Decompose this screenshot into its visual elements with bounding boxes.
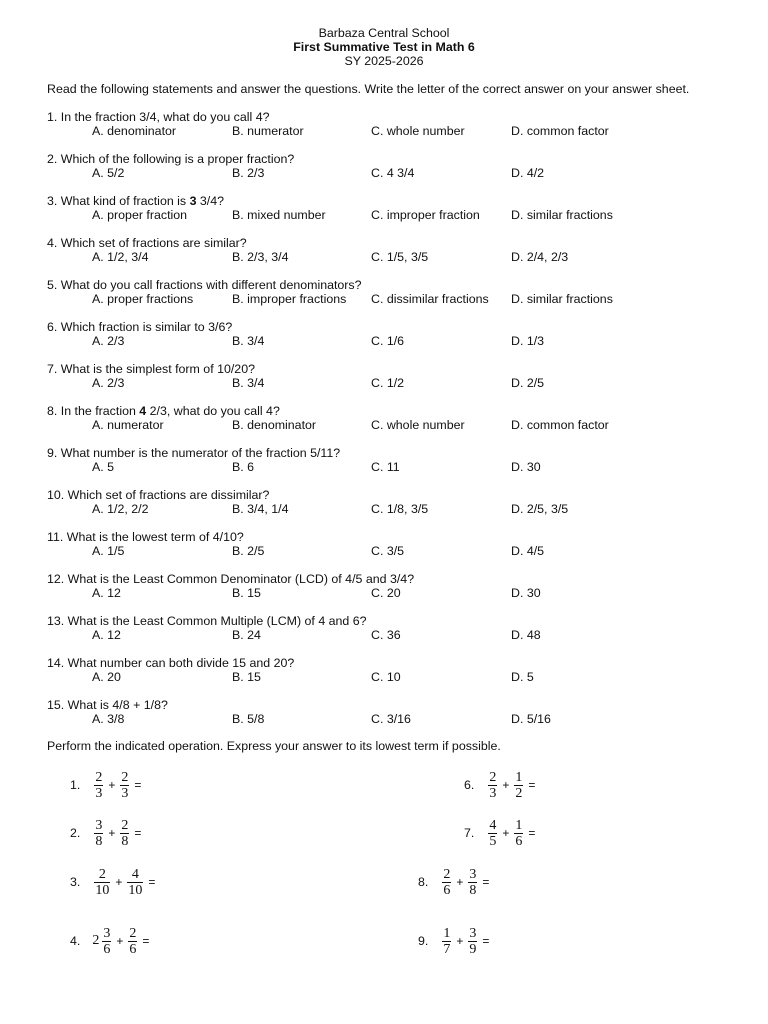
question-item [47,320,747,348]
fraction-denominator: 8 [469,882,477,898]
equals-sign: = [148,875,156,889]
fraction-numerator: 3 [103,925,111,941]
fraction [120,818,129,849]
answer-option: A. proper fractions [92,292,194,306]
question-text [47,530,244,544]
answer-option: A. denominator [92,124,177,138]
question-text-start: 7. What is the simplest form of 10/20? [47,362,255,376]
fraction-numerator: 3 [469,866,477,882]
answer-option: B. 2/5 [232,544,265,558]
question-text-start: 12. What is the Least Common Denominator (LCD) of 4/5 and 3/4? [47,572,415,586]
answer-option: C. whole number [371,418,465,432]
question-text-start: 13. What is the Least Common Multiple (LCM) of 4 and 6? [47,614,367,628]
plus-sign: + [502,778,510,792]
question-item [47,698,747,726]
fraction-problem [70,813,144,853]
fraction-denominator: 6 [515,833,523,849]
fraction [488,818,497,849]
question-item [47,446,747,474]
plus-sign: + [115,875,123,889]
answer-option: D. 2/5, 3/5 [511,502,569,516]
answer-option: B. 5/8 [232,712,265,726]
answer-option: B. denominator [232,418,317,432]
answer-option: A. proper fraction [92,208,188,222]
fraction [488,770,497,801]
answer-option: D. 4/2 [511,166,545,180]
fraction-numerator: 3 [95,817,103,833]
answer-option: C. 11 [371,460,400,474]
answer-option: A. 1/2, 3/4 [92,250,149,264]
fraction-numerator: 1 [515,769,523,785]
fraction-denominator: 6 [129,941,137,957]
answer-option: C. 4 3/4 [371,166,415,180]
answer-option: C. 36 [371,628,401,642]
question-text [47,194,224,208]
answer-option: A. 12 [92,586,121,600]
fraction-problem [418,862,492,902]
plus-sign: + [456,934,464,948]
equals-sign: = [142,934,150,948]
question-text-end: 3/4? [196,194,225,208]
question-text-start: 14. What number can both divide 15 and 20? [47,656,295,670]
fraction-denominator: 9 [469,941,477,957]
answer-option: D. 4/5 [511,544,545,558]
question-item [47,404,747,432]
answer-option: B. 15 [232,586,261,600]
fraction [468,867,477,898]
question-text [47,572,414,586]
fraction-denominator: 5 [489,833,497,849]
answer-option: C. 1/8, 3/5 [371,502,429,516]
answer-option: A. 20 [92,670,121,684]
question-text [47,656,294,670]
answer-option: A. 5/2 [92,166,125,180]
answer-option: C. 20 [371,586,401,600]
answer-option: D. common factor [511,124,609,138]
equals-sign: = [482,875,490,889]
fraction-numerator: 1 [443,925,451,941]
problem-number: 2. [70,826,81,840]
answer-option: A. 12 [92,628,121,642]
fraction-numerator: 2 [98,866,106,882]
answer-option: B. 2/3 [232,166,265,180]
answer-option: B. numerator [232,124,304,138]
fraction-denominator: 6 [103,941,111,957]
fraction-problem [70,765,144,805]
answer-option: B. 3/4 [232,376,265,390]
answer-option: C. 3/5 [371,544,405,558]
question-item [47,656,747,684]
fraction-denominator: 2 [515,785,523,801]
fraction-denominator: 10 [128,882,143,898]
problem-number: 7. [464,826,475,840]
fraction-problem [464,765,538,805]
answer-option: D. 48 [511,628,541,642]
fraction-numerator: 2 [489,769,497,785]
question-text [47,278,362,292]
fraction [128,926,137,957]
problem-number: 3. [70,875,81,889]
question-text-start: 5. What do you call fractions with different denominators? [47,278,362,292]
answer-option: A. 1/2, 2/2 [92,502,149,516]
question-text [47,362,255,376]
fraction-numerator: 2 [95,769,103,785]
answer-option: B. 3/4, 1/4 [232,502,289,516]
answer-option: A. 2/3 [92,376,125,390]
question-text [47,698,168,712]
fraction-problem [70,862,158,902]
question-item [47,194,747,222]
fraction [94,770,103,801]
fraction-denominator: 8 [95,833,103,849]
answer-option: A. 3/8 [92,712,125,726]
test-title: First Summative Test in Math 6 [293,40,475,54]
answer-option: D. 5/16 [511,712,551,726]
equals-sign: = [134,826,142,840]
question-text [47,236,247,250]
fraction [514,770,523,801]
answer-option: C. 3/16 [371,712,411,726]
question-text-start: 10. Which set of fractions are dissimilar? [47,488,270,502]
fraction-denominator: 8 [121,833,129,849]
fraction [514,818,523,849]
answer-option: C. 1/2 [371,376,405,390]
answer-option: A. 2/3 [92,334,125,348]
plus-sign: + [502,826,510,840]
answer-option: C. 1/6 [371,334,405,348]
whole-number: 2 [92,933,100,948]
fraction-numerator: 2 [129,925,137,941]
fraction-numerator: 1 [515,817,523,833]
fraction-denominator: 10 [95,882,110,898]
question-item [47,614,747,642]
problem-number: 8. [418,875,429,889]
fraction-denominator: 3 [121,785,129,801]
fraction-denominator: 6 [443,882,451,898]
question-text-bold: 3 [189,194,197,208]
answer-option: D. 1/3 [511,334,545,348]
answer-option: C. dissimilar fractions [371,292,489,306]
answer-option: D. 2/4, 2/3 [511,250,569,264]
question-text-start: 1. In the fraction 3/4, what do you call 4? [47,110,270,124]
question-text-start: 3. What kind of fraction is [47,194,190,208]
answer-option: B. mixed number [232,208,326,222]
fraction-problem [464,813,538,853]
operation-instructions: Perform the indicated operation. Express your answer to its lowest term if possible. [47,739,501,753]
question-text [47,446,340,460]
answer-option: B. 2/3, 3/4 [232,250,289,264]
plus-sign: + [116,934,124,948]
question-text-start: 8. In the fraction [47,404,140,418]
equals-sign: = [528,826,536,840]
plus-sign: + [108,778,116,792]
answer-option: C. improper fraction [371,208,480,222]
answer-option: B. improper fractions [232,292,347,306]
problem-number: 1. [70,778,81,792]
answer-option: C. 10 [371,670,401,684]
answer-option: D. common factor [511,418,609,432]
question-item [47,488,747,516]
fraction-problem [418,921,492,961]
answer-option: D. 30 [511,586,541,600]
fraction-numerator: 2 [121,817,129,833]
answer-option: B. 24 [232,628,261,642]
answer-option: B. 6 [232,460,255,474]
question-text-start: 4. Which set of fractions are similar? [47,236,247,250]
equals-sign: = [528,778,536,792]
question-item [47,530,747,558]
question-item [47,572,747,600]
fraction-numerator: 3 [469,925,477,941]
problem-number: 9. [418,934,429,948]
equals-sign: = [482,934,490,948]
fraction-denominator: 3 [95,785,103,801]
question-text [47,152,294,166]
equals-sign: = [134,778,142,792]
answer-option: D. 5 [511,670,534,684]
question-text-start: 6. Which fraction is similar to 3/6? [47,320,233,334]
fraction-denominator: 3 [489,785,497,801]
question-text-start: 15. What is 4/8 + 1/8? [47,698,168,712]
question-item [47,152,747,180]
fraction-numerator: 4 [489,817,497,833]
plus-sign: + [456,875,464,889]
question-text [47,488,269,502]
question-text-bold: 4 [139,404,147,418]
problem-number: 4. [70,934,81,948]
question-item [47,362,747,390]
answer-option: D. similar fractions [511,208,613,222]
question-text-end: 2/3, what do you call 4? [146,404,280,418]
plus-sign: + [108,826,116,840]
fraction [127,867,143,898]
instructions: Read the following statements and answer the questions. Write the letter of the correct answer on your answer sheet. [47,82,690,96]
answer-option: A. 5 [92,460,115,474]
fraction-numerator: 2 [121,769,129,785]
question-text-start: 2. Which of the following is a proper fraction? [47,152,295,166]
answer-option: D. similar fractions [511,292,613,306]
fraction-problem [70,921,152,961]
question-text-start: 9. What number is the numerator of the fraction 5/11? [47,446,341,460]
fraction-denominator: 7 [443,941,451,957]
fraction [102,926,111,957]
question-text [47,614,367,628]
fraction-numerator: 2 [443,866,451,882]
answer-option: A. numerator [92,418,164,432]
answer-option: D. 2/5 [511,376,545,390]
school-name: Barbaza Central School [318,26,450,40]
school-year: SY 2025-2026 [344,54,424,68]
question-item [47,278,747,306]
question-item [47,236,747,264]
fraction [94,867,110,898]
fraction [442,926,451,957]
fraction [468,926,477,957]
question-text-start: 11. What is the lowest term of 4/10? [47,530,244,544]
question-item [47,110,747,138]
question-text [47,404,280,418]
fraction [94,818,103,849]
answer-option: B. 15 [232,670,261,684]
answer-option: C. 1/5, 3/5 [371,250,429,264]
answer-option: B. 3/4 [232,334,265,348]
answer-option: D. 30 [511,460,541,474]
fraction [120,770,129,801]
answer-option: C. whole number [371,124,465,138]
fraction [442,867,451,898]
answer-option: A. 1/5 [92,544,125,558]
question-text [47,320,232,334]
question-text [47,110,269,124]
problem-number: 6. [464,778,475,792]
fraction-numerator: 4 [131,866,139,882]
